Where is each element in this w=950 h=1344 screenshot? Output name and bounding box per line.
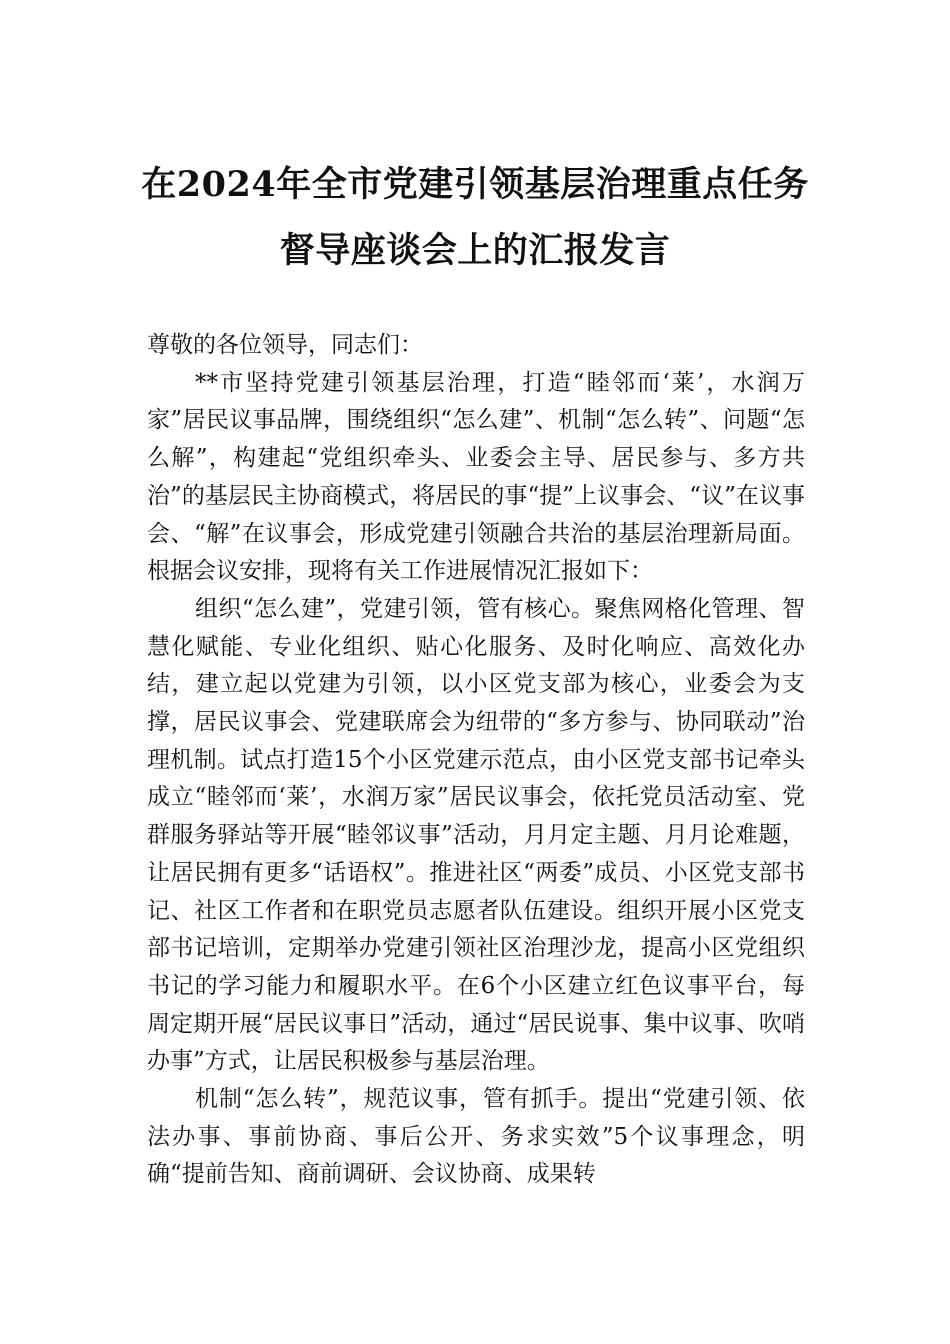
document-title-line-2: 督导座谈会上的汇报发言 xyxy=(279,230,671,271)
document-title-line-1: 在2024年全市党建引领基层治理重点任务 xyxy=(141,164,809,205)
paragraph-intro: **市坚持党建引领基层治理，打造“睦邻而‘莱’，水润万家”居民议事品牌，围绕组织“怎么建”、机制“怎么转”、问题“怎么解”，构建起“党组织牵头、业委会主导、居民参与、多方共治”的基层民主协商模式，将居民的事“提”上议事会、“议”在议事会、“解”在议事会，形成党建引领融合共治的基层治理新局面。根据会议安排，现将有关工作进展情况汇报如下： xyxy=(147,369,805,585)
salutation: 尊敬的各位领导，同志们： xyxy=(147,332,423,358)
document-body xyxy=(147,327,805,1194)
paragraph-organization: 组织“怎么建”，党建引领，管有核心。聚焦网格化管理、智慧化赋能、专业化组织、贴心化服务、及时化响应、高效化办结，建立起以党建为引领，以小区党支部为核心，业委会为支撑，居民议事会、党建联席会为纽带的“多方参与、协同联动”治理机制。试点打造15个小区党建示范点，由小区党支部书记牵头成立“睦邻而‘莱’，水润万家”居民议事会，依托党员活动室、党群服务驿站等开展“睦邻议事”活动，月月定主题、月月论难题，让居民拥有更多“话语权”。推进社区“两委”成员、小区党支部书记、社区工作者和在职党员志愿者队伍建设。组织开展小区党支部书记培训，定期举办党建引领社区治理沙龙，提高小区党组织书记的学习能力和履职水平。在6个小区建立红色议事平台，每周定期开展“居民议事日”活动，通过“居民说事、集中议事、吹哨办事”方式，让居民积极参与基层治理。 xyxy=(147,595,805,1075)
paragraph-mechanism: 机制“怎么转”，规范议事，管有抓手。提出“党建引领、依法办事、事前协商、事后公开、务求实效”5个议事理念，明确“提前告知、商前调研、会议协商、成果转 xyxy=(147,1086,805,1188)
